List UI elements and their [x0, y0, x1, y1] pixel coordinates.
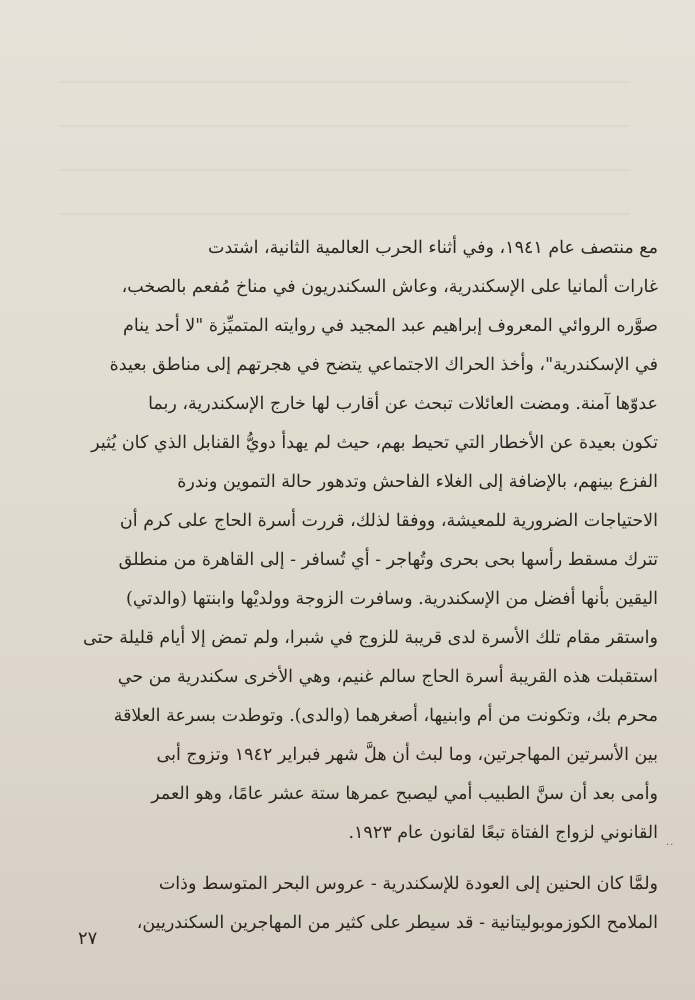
bleed-through-shadow [60, 55, 630, 225]
text-line: مع منتصف عام ١٩٤١، وفي أثناء الحرب العالمية الثانية، اشتدت [208, 238, 658, 258]
text-line: غارات ألمانيا على الإسكندرية، وعاش السكندريون في مناخ مُفعم بالصخب، [121, 277, 658, 297]
text-line: وأمى بعد أن سنَّ الطبيب أمي ليصبح عمرها ستة عشر عامًا، وهو العمر [151, 784, 658, 804]
text-line: بين الأسرتين المهاجرتين، وما لبث أن هلَّ شهر فبراير ١٩٤٢ وتزوج أبى [156, 745, 658, 765]
text-line: تترك مسقط رأسها بحى بحرى وتُهاجر - أي تُسافر - إلى القاهرة من منطلق [118, 550, 658, 570]
paragraph-gap [62, 853, 658, 865]
text-line: الملامح الكوزموبوليتانية - قد سيطر على كثير من المهاجرين السكندريين، [136, 913, 658, 933]
text-line: صوَّره الروائي المعروف إبراهيم عبد المجيد في روايته المتميِّزة "لا أحد ينام [123, 316, 658, 336]
text-line: محرم بك، وتكونت من أم وابنيها، أصغرهما (والدى). وتوطدت بسرعة العلاقة [113, 706, 658, 726]
text-line: تكون بعيدة عن الأخطار التي تحيط بهم، حيث لم يهدأ دويُّ القنابل الذي كان يُثير [91, 433, 658, 453]
text-line: في الإسكندرية"، وأخذ الحراك الاجتماعي يتضح في هجرتهم إلى مناطق بعيدة [109, 355, 658, 375]
margin-marks: ·· [666, 840, 675, 851]
page-number: ٢٧ [78, 928, 98, 949]
text-line: واستقر مقام تلك الأسرة لدى قريبة للزوج في شبرا، ولم تمض إلا أيام قليلة حتى [82, 628, 658, 648]
body-text [62, 229, 658, 943]
text-line: القانوني لزواج الفتاة تبعًا لقانون عام ١٩٢٣. [348, 823, 658, 843]
text-line: استقبلت هذه القريبة أسرة الحاج سالم غنيم، وهي الأخرى سكندرية من حي [117, 667, 658, 687]
text-line: الفزع بينهم، بالإضافة إلى الغلاء الفاحش وتدهور حالة التموين وندرة [177, 472, 658, 492]
text-line: ولمَّا كان الحنين إلى العودة للإسكندرية - عروس البحر المتوسط وذات [158, 874, 658, 894]
text-line: الاحتياجات الضرورية للمعيشة، ووفقا لذلك، قررت أسرة الحاج على كرم أن [119, 511, 658, 531]
text-line: اليقين بأنها أفضل من الإسكندرية. وسافرت الزوجة وولديْها وابنتها (والدتي) [126, 589, 658, 609]
text-line: عدوّها آمنة. ومضت العائلات تبحث عن أقارب لها خارج الإسكندرية، ربما [148, 394, 658, 414]
